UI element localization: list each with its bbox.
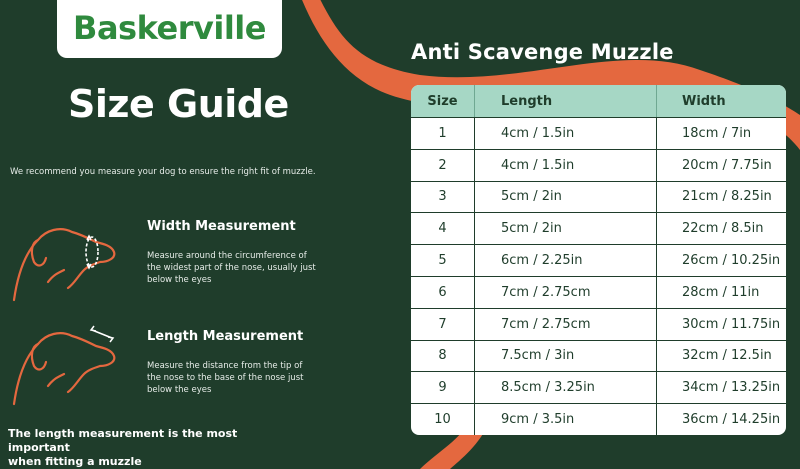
- cell-width: 22cm / 8.5in: [656, 212, 786, 244]
- table-row: [411, 181, 786, 213]
- dog-head-width-icon: [8, 212, 120, 304]
- size-guide-title: Size Guide: [68, 82, 289, 126]
- table-row: [411, 276, 786, 308]
- length-measurement-desc: [147, 360, 347, 396]
- cell-size: 6: [411, 276, 474, 308]
- cell-size: 4: [411, 212, 474, 244]
- cell-length: 7.5cm / 3in: [474, 340, 656, 372]
- footnote-line: when fitting a muzzle: [8, 455, 142, 468]
- cell-size: 5: [411, 244, 474, 276]
- table-row: [411, 212, 786, 244]
- cell-size: 1: [411, 117, 474, 149]
- cell-length: 5cm / 2in: [474, 181, 656, 213]
- length-desc-line: Measure the distance from the tip of: [147, 361, 303, 371]
- table-row: [411, 117, 786, 149]
- cell-length: 4cm / 1.5in: [474, 117, 656, 149]
- cell-width: 28cm / 11in: [656, 276, 786, 308]
- table-header-row: [411, 85, 786, 117]
- cell-width: 18cm / 7in: [656, 117, 786, 149]
- width-measurement-title: Width Measurement: [147, 219, 296, 234]
- cell-length: 6cm / 2.25in: [474, 244, 656, 276]
- width-desc-line: the widest part of the nose, usually just: [147, 263, 316, 273]
- table-row: [411, 244, 786, 276]
- cell-width: 21cm / 8.25in: [656, 181, 786, 213]
- cell-width: 20cm / 7.75in: [656, 149, 786, 181]
- footnote: [8, 427, 298, 469]
- cell-size: 2: [411, 149, 474, 181]
- width-measurement-desc: [147, 250, 347, 286]
- table-row: [411, 149, 786, 181]
- cell-length: 5cm / 2in: [474, 212, 656, 244]
- cell-size: 8: [411, 340, 474, 372]
- cell-width: 32cm / 12.5in: [656, 340, 786, 372]
- header-size: Size: [411, 85, 474, 117]
- brand-logo-text: Baskerville: [73, 9, 266, 47]
- length-desc-line: below the eyes: [147, 385, 212, 395]
- size-table: [411, 85, 786, 435]
- cell-size: 3: [411, 181, 474, 213]
- width-desc-line: Measure around the circumference of: [147, 251, 307, 261]
- cell-width: 26cm / 10.25in: [656, 244, 786, 276]
- footnote-line: The length measurement is the most important: [8, 427, 238, 454]
- recommendation-text: We recommend you measure your dog to ensure the right fit of muzzle.: [10, 167, 316, 177]
- length-measurement-title: Length Measurement: [147, 329, 304, 344]
- table-row: [411, 371, 786, 403]
- brand-logo: [57, 0, 282, 58]
- length-desc-line: the nose to the base of the nose just: [147, 373, 304, 383]
- header-length: Length: [474, 85, 656, 117]
- cell-length: 7cm / 2.75cm: [474, 308, 656, 340]
- dog-head-length-icon: [8, 316, 120, 408]
- table-row: [411, 403, 786, 435]
- table-row: [411, 340, 786, 372]
- width-desc-line: below the eyes: [147, 275, 212, 285]
- header-width: Width: [656, 85, 786, 117]
- cell-length: 8.5cm / 3.25in: [474, 371, 656, 403]
- cell-length: 4cm / 1.5in: [474, 149, 656, 181]
- table-row: [411, 308, 786, 340]
- cell-size: 10: [411, 403, 474, 435]
- cell-size: 9: [411, 371, 474, 403]
- cell-length: 9cm / 3.5in: [474, 403, 656, 435]
- cell-width: 30cm / 11.75in: [656, 308, 786, 340]
- cell-length: 7cm / 2.75cm: [474, 276, 656, 308]
- cell-size: 7: [411, 308, 474, 340]
- table-title: Anti Scavenge Muzzle: [411, 40, 674, 64]
- cell-width: 34cm / 13.25in: [656, 371, 786, 403]
- cell-width: 36cm / 14.25in: [656, 403, 786, 435]
